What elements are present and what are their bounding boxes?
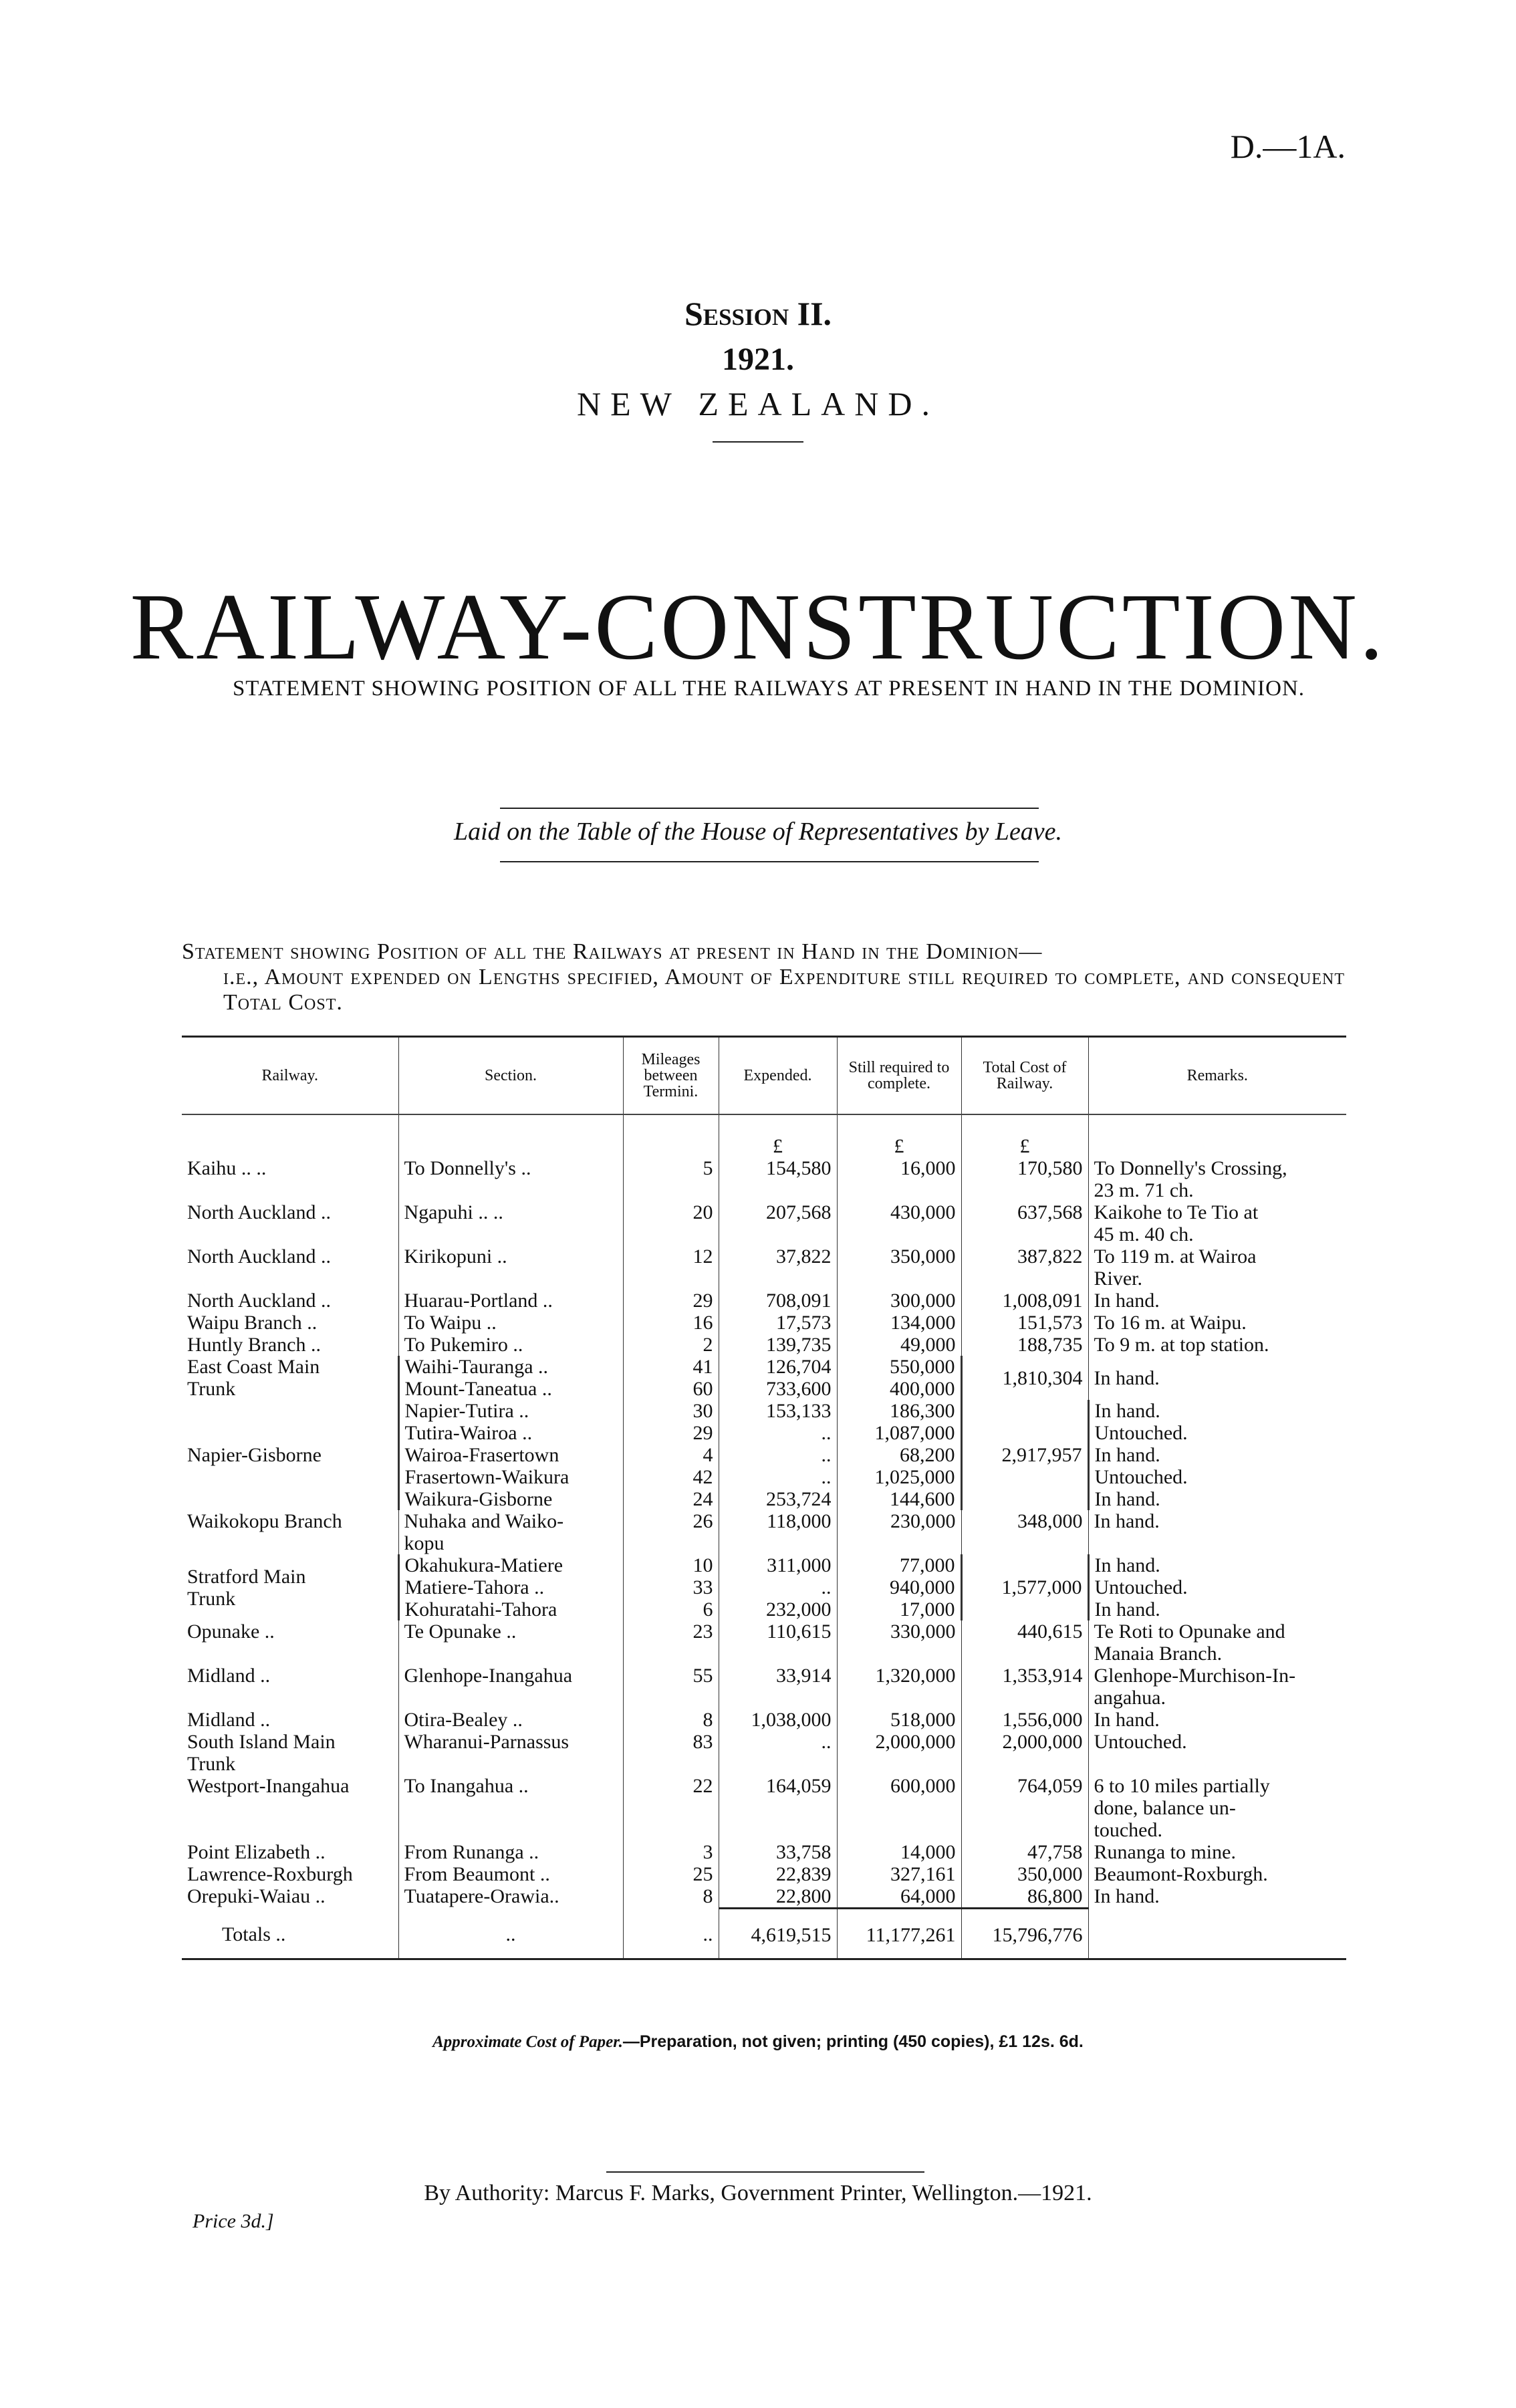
mileage: 22 <box>623 1775 719 1841</box>
railway-name: Waikokopu Branch <box>187 1510 342 1532</box>
expended: 33,758 <box>719 1841 837 1863</box>
railway-name: Midland .. <box>187 1665 271 1687</box>
mileage: 29 <box>623 1290 719 1312</box>
table-row <box>182 1709 1346 1731</box>
session-label: Session II. <box>684 295 832 332</box>
expended: 17,573 <box>719 1312 837 1334</box>
railway-name: Westport-Inangahua <box>187 1775 350 1797</box>
table-row <box>182 1665 1346 1709</box>
mileage: 4 <box>623 1444 719 1466</box>
still-required: 350,000 <box>837 1245 961 1290</box>
table-row <box>182 1863 1346 1885</box>
totals-total-cost: 15,796,776 <box>961 1909 1088 1959</box>
section-name: To Waipu .. <box>398 1312 623 1334</box>
mileage: 3 <box>623 1841 719 1863</box>
expended: 110,615 <box>719 1620 837 1665</box>
totals-expended: 4,619,515 <box>719 1909 837 1959</box>
remarks: Runanga to mine. <box>1088 1841 1346 1863</box>
railway-name: Point Elizabeth .. <box>187 1841 326 1863</box>
total-cost: 1,353,914 <box>961 1665 1088 1709</box>
table-row <box>182 1731 1346 1775</box>
still-required: 600,000 <box>837 1775 961 1841</box>
still-required: 68,200 <box>837 1444 961 1466</box>
expended: 207,568 <box>719 1201 837 1245</box>
total-cost: 1,008,091 <box>961 1290 1088 1312</box>
still-required: 14,000 <box>837 1841 961 1863</box>
paper-cost-label: Approximate Cost of Paper. <box>432 2033 623 2051</box>
still-required: 518,000 <box>837 1709 961 1731</box>
mileage: 10 <box>623 1554 719 1576</box>
mileage: 20 <box>623 1201 719 1245</box>
mileage: 23 <box>623 1620 719 1665</box>
expended: 37,822 <box>719 1245 837 1290</box>
section-name: Wairoa-Frasertown <box>398 1444 623 1466</box>
table-row <box>182 1201 1346 1245</box>
railway-name: Orepuki-Waiau .. <box>187 1885 326 1907</box>
total-cost: 1,556,000 <box>961 1709 1088 1731</box>
still-required: 64,000 <box>837 1885 961 1909</box>
mileage: 83 <box>623 1731 719 1775</box>
railway-name: North Auckland .. <box>187 1245 331 1268</box>
empty-cell <box>623 1114 719 1157</box>
table-row <box>182 1400 1346 1422</box>
total-cost: 2,000,000 <box>961 1731 1088 1775</box>
remarks: In hand. <box>1088 1488 1346 1510</box>
table-row <box>182 1554 1346 1576</box>
remarks: Untouched. <box>1088 1731 1346 1775</box>
total-cost: 348,000 <box>961 1510 1088 1554</box>
section-name: To Pukemiro .. <box>398 1334 623 1356</box>
remarks: Glenhope-Murchison-In- angahua. <box>1088 1665 1346 1709</box>
still-required: 49,000 <box>837 1334 961 1356</box>
still-required: 77,000 <box>837 1554 961 1576</box>
caption-line-2: i.e., Amount expended on Lengths specified, Amount of Expenditure still required to complete, and consequent Total Cost. <box>223 965 1345 1015</box>
totals-mileage: .. <box>623 1909 719 1959</box>
railway-name: Waipu Branch .. <box>187 1312 318 1334</box>
divider <box>500 808 1039 809</box>
total-cost: 637,568 <box>961 1201 1088 1245</box>
still-required: 1,087,000 <box>837 1422 961 1444</box>
still-required: 17,000 <box>837 1598 961 1620</box>
mileage: 2 <box>623 1334 719 1356</box>
still-required: 940,000 <box>837 1576 961 1598</box>
total-cost: 2,917,957 <box>961 1400 1088 1510</box>
total-cost: 170,580 <box>961 1157 1088 1201</box>
section-name: Kohuratahi-Tahora <box>398 1598 623 1620</box>
column-header: Expended. <box>719 1037 837 1115</box>
table-row <box>182 1157 1346 1201</box>
expended: 22,839 <box>719 1863 837 1885</box>
section-name: Kirikopuni .. <box>398 1245 623 1290</box>
mileage: 6 <box>623 1598 719 1620</box>
railway-name: Lawrence-Roxburgh <box>187 1863 353 1885</box>
total-cost: 47,758 <box>961 1841 1088 1863</box>
remarks: In hand. <box>1088 1400 1346 1422</box>
section-name: Matiere-Tahora .. <box>398 1576 623 1598</box>
still-required: 134,000 <box>837 1312 961 1334</box>
divider <box>500 861 1039 862</box>
still-required: 430,000 <box>837 1201 961 1245</box>
remarks: Untouched. <box>1088 1422 1346 1444</box>
total-cost: 440,615 <box>961 1620 1088 1665</box>
railway-name: North Auckland .. <box>187 1201 331 1223</box>
section-name: Nuhaka and Waiko- kopu <box>398 1510 623 1554</box>
railway-name: Midland .. <box>187 1709 271 1731</box>
table-row <box>182 1620 1346 1665</box>
section-name: Frasertown-Waikura <box>398 1466 623 1488</box>
remarks: In hand. <box>1088 1444 1346 1466</box>
still-required: 1,025,000 <box>837 1466 961 1488</box>
total-cost: 1,810,304 <box>961 1356 1088 1400</box>
expended: 22,800 <box>719 1885 837 1909</box>
section-name: Waikura-Gisborne <box>398 1488 623 1510</box>
railway-name: South Island Main Trunk <box>187 1731 336 1775</box>
total-cost: 350,000 <box>961 1863 1088 1885</box>
table-row <box>182 1841 1346 1863</box>
remarks: To Donnelly's Crossing, 23 m. 71 ch. <box>1088 1157 1346 1201</box>
mileage: 41 <box>623 1356 719 1378</box>
still-required: 186,300 <box>837 1400 961 1422</box>
paper-cost-text: —Preparation, not given; printing (450 copies), £1 12s. 6d. <box>622 2032 1084 2051</box>
still-required: 400,000 <box>837 1378 961 1400</box>
mileage: 42 <box>623 1466 719 1488</box>
railway-name: East Coast Main Trunk <box>187 1356 320 1400</box>
mileage: 16 <box>623 1312 719 1334</box>
document-reference: D.—1A. <box>1230 128 1346 165</box>
mileage: 55 <box>623 1665 719 1709</box>
remarks: To 119 m. at Wairoa River. <box>1088 1245 1346 1290</box>
remarks: In hand. <box>1088 1510 1346 1554</box>
still-required: 550,000 <box>837 1356 961 1378</box>
total-cost: 1,577,000 <box>961 1554 1088 1620</box>
mileage: 33 <box>623 1576 719 1598</box>
divider <box>713 441 803 443</box>
remarks: In hand. <box>1088 1598 1346 1620</box>
remarks: In hand. <box>1088 1356 1346 1400</box>
section-name: Huarau-Portland .. <box>398 1290 623 1312</box>
total-cost: 86,800 <box>961 1885 1088 1909</box>
currency-symbol: £ <box>837 1114 961 1157</box>
total-cost: 764,059 <box>961 1775 1088 1841</box>
railway-name: Opunake .. <box>187 1620 275 1643</box>
section-name: Ngapuhi .. .. <box>398 1201 623 1245</box>
country-label: NEW ZEALAND. <box>577 385 939 423</box>
section-name: To Inangahua .. <box>398 1775 623 1841</box>
caption-line-1: Statement showing Position of all the Railways at present in Hand in the Dominion— <box>182 939 1043 964</box>
mileage: 26 <box>623 1510 719 1554</box>
page-title: RAILWAY-CONSTRUCTION. <box>130 574 1386 679</box>
column-header: Railway. <box>182 1037 398 1115</box>
expended: 311,000 <box>719 1554 837 1576</box>
still-required: 16,000 <box>837 1157 961 1201</box>
page-subtitle: STATEMENT SHOWING POSITION OF ALL THE RAILWAYS AT PRESENT IN HAND IN THE DOMINION. <box>232 677 1305 701</box>
railway-name: Stratford Main Trunk <box>187 1565 306 1610</box>
mileage: 25 <box>623 1863 719 1885</box>
section-name: Mount-Taneatua .. <box>398 1378 623 1400</box>
expended: 1,038,000 <box>719 1709 837 1731</box>
total-cost: 151,573 <box>961 1312 1088 1334</box>
section-name: Glenhope-Inangahua <box>398 1665 623 1709</box>
mileage: 30 <box>623 1400 719 1422</box>
section-name: Napier-Tutira .. <box>398 1400 623 1422</box>
divider <box>606 2171 924 2173</box>
totals-section: .. <box>398 1909 623 1959</box>
table-caption <box>182 939 1345 1015</box>
empty-cell <box>1088 1909 1346 1959</box>
still-required: 2,000,000 <box>837 1731 961 1775</box>
table-row <box>182 1775 1346 1841</box>
section-name: To Donnelly's .. <box>398 1157 623 1201</box>
column-header: Mileages between Termini. <box>623 1037 719 1115</box>
still-required: 327,161 <box>837 1863 961 1885</box>
remarks: In hand. <box>1088 1709 1346 1731</box>
mileage: 5 <box>623 1157 719 1201</box>
mileage: 24 <box>623 1488 719 1510</box>
still-required: 300,000 <box>837 1290 961 1312</box>
empty-cell <box>398 1114 623 1157</box>
remarks: Untouched. <box>1088 1466 1346 1488</box>
mileage: 8 <box>623 1885 719 1909</box>
remarks: 6 to 10 miles partially done, balance un- touched. <box>1088 1775 1346 1841</box>
printer-authority: By Authority: Marcus F. Marks, Government Printer, Wellington.—1921. <box>424 2181 1092 2205</box>
year-label: 1921. <box>722 342 794 377</box>
totals-label: Totals .. <box>182 1909 398 1959</box>
railway-name: Napier-Gisborne <box>187 1444 322 1466</box>
section-name: Tutira-Wairoa .. <box>398 1422 623 1444</box>
total-cost: 188,735 <box>961 1334 1088 1356</box>
table-row <box>182 1510 1346 1554</box>
table-row <box>182 1334 1346 1356</box>
still-required: 1,320,000 <box>837 1665 961 1709</box>
expended: 154,580 <box>719 1157 837 1201</box>
section-name: Tuatapere-Orawia.. <box>398 1885 623 1909</box>
still-required: 330,000 <box>837 1620 961 1665</box>
expended: 33,914 <box>719 1665 837 1709</box>
paper-cost-note <box>0 2032 1516 2052</box>
empty-cell <box>182 1114 398 1157</box>
expended: 164,059 <box>719 1775 837 1841</box>
remarks: Beaumont-Roxburgh. <box>1088 1863 1346 1885</box>
table-row <box>182 1312 1346 1334</box>
currency-row <box>182 1114 1346 1157</box>
railway-name: Huntly Branch .. <box>187 1334 321 1356</box>
totals-still-required: 11,177,261 <box>837 1909 961 1959</box>
table-row <box>182 1290 1346 1312</box>
expended: 153,133 <box>719 1400 837 1422</box>
remarks: In hand. <box>1088 1885 1346 1909</box>
expended: 126,704 <box>719 1356 837 1378</box>
remarks: In hand. <box>1088 1290 1346 1312</box>
column-header: Section. <box>398 1037 623 1115</box>
expended: .. <box>719 1422 837 1444</box>
column-header: Remarks. <box>1088 1037 1346 1115</box>
section-name: Te Opunake .. <box>398 1620 623 1665</box>
expended: 708,091 <box>719 1290 837 1312</box>
section-name: Waihi-Tauranga .. <box>398 1356 623 1378</box>
section-name: Okahukura-Matiere <box>398 1554 623 1576</box>
expended: .. <box>719 1444 837 1466</box>
currency-symbol: £ <box>719 1114 837 1157</box>
column-header: Still required to complete. <box>837 1037 961 1115</box>
section-name: Otira-Bealey .. <box>398 1709 623 1731</box>
total-cost: 387,822 <box>961 1245 1088 1290</box>
expended: 232,000 <box>719 1598 837 1620</box>
mileage: 29 <box>623 1422 719 1444</box>
railway-name: Kaihu .. .. <box>187 1157 267 1179</box>
remarks: To 16 m. at Waipu. <box>1088 1312 1346 1334</box>
remarks: To 9 m. at top station. <box>1088 1334 1346 1356</box>
railway-name: North Auckland .. <box>187 1290 331 1312</box>
expended: 253,724 <box>719 1488 837 1510</box>
remarks: Kaikohe to Te Tio at 45 m. 40 ch. <box>1088 1201 1346 1245</box>
section-name: Wharanui-Parnassus <box>398 1731 623 1775</box>
laid-on-table-note: Laid on the Table of the House of Representatives by Leave. <box>453 818 1063 846</box>
expended: 118,000 <box>719 1510 837 1554</box>
expended: .. <box>719 1466 837 1488</box>
railway-table <box>182 1036 1346 1960</box>
table-row <box>182 1356 1346 1378</box>
mileage: 12 <box>623 1245 719 1290</box>
expended: 139,735 <box>719 1334 837 1356</box>
table-row <box>182 1245 1346 1290</box>
price-label: Price 3d.] <box>193 2210 274 2232</box>
table-row <box>182 1885 1346 1909</box>
remarks: In hand. <box>1088 1554 1346 1576</box>
currency-symbol: £ <box>961 1114 1088 1157</box>
remarks: Te Roti to Opunake and Manaia Branch. <box>1088 1620 1346 1665</box>
section-name: From Runanga .. <box>398 1841 623 1863</box>
column-header: Total Cost of Railway. <box>961 1037 1088 1115</box>
mileage: 8 <box>623 1709 719 1731</box>
still-required: 144,600 <box>837 1488 961 1510</box>
expended: .. <box>719 1576 837 1598</box>
section-name: From Beaumont .. <box>398 1863 623 1885</box>
mileage: 60 <box>623 1378 719 1400</box>
still-required: 230,000 <box>837 1510 961 1554</box>
expended: .. <box>719 1731 837 1775</box>
empty-cell <box>1088 1114 1346 1157</box>
totals-row <box>182 1909 1346 1959</box>
expended: 733,600 <box>719 1378 837 1400</box>
remarks: Untouched. <box>1088 1576 1346 1598</box>
